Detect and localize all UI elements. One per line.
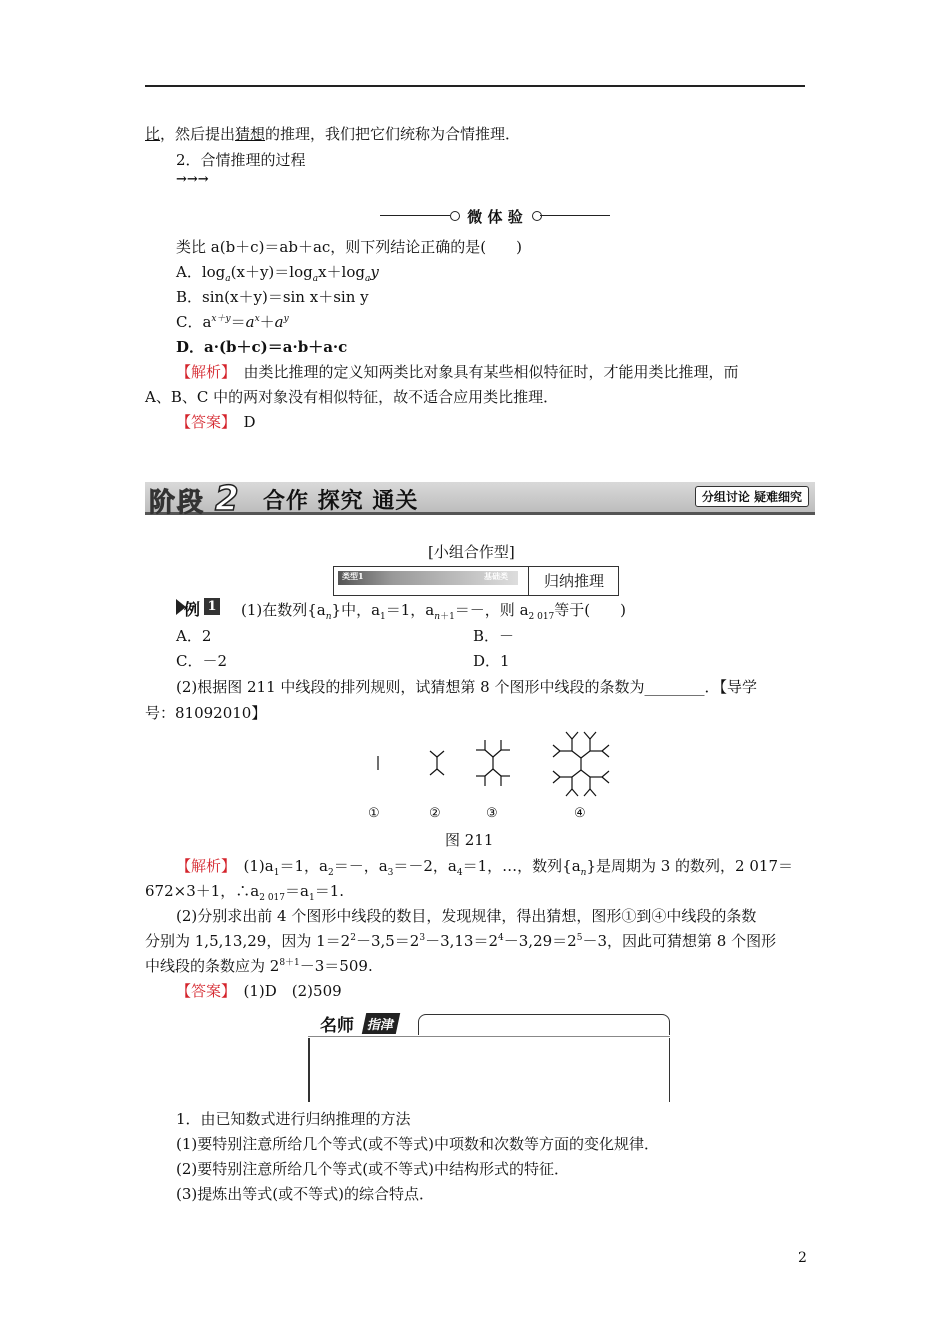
text: －3＝509.: [299, 957, 373, 975]
text: －3,5＝2: [355, 932, 420, 950]
option-b: B．sin(x＋y)＝sin x＋sin y: [176, 288, 369, 306]
example-q1: (1)在数列$\{a_n\}$中，$a_1=1$，$a_{n+1}=-$，则 $a_{2 017}$等于( ): [226, 601, 626, 622]
answer-line: [176, 411, 256, 432]
method-1: 1．由已知数式进行归纳推理的方法: [176, 1110, 411, 1128]
text: D: [228, 413, 256, 431]
text: 分别为 1,5,13,29，因为 1＝2: [145, 932, 351, 950]
tips-divider: [308, 1036, 670, 1037]
subscript: 2 017: [528, 612, 555, 622]
method-3: (2)要特别注意所给几个等式(或不等式)中结构形式的特征．: [176, 1160, 569, 1178]
text: ＝－，a: [333, 857, 388, 875]
underlined-text: 比: [145, 125, 161, 143]
example-number: 1: [204, 598, 220, 615]
solution-line-5: [145, 955, 373, 976]
solution-line-1: 【解析】 $(1)a_1=1$，$a_2=-$，$a_3=-2$，$a_4=1$，…，数列$\{a_n\}$是周期为 3 的数列，2 017＝: [176, 857, 794, 878]
text: 的推理，我们把它们统称为合情推理．: [265, 125, 521, 143]
example-q2-line-1: (2)根据图 211 中线段的排列规则，试猜想第 8 个图形中线段的条数为________．【导学: [176, 678, 757, 696]
analysis-tag: 【解析】: [176, 857, 229, 875]
text: ＝1.: [314, 882, 344, 900]
method-4: (3)提炼出等式(或不等式)的综合特点．: [176, 1185, 434, 1203]
page-number: 2: [798, 1250, 807, 1266]
text: A．log: [176, 263, 226, 281]
tips-frame-top: [418, 1014, 670, 1035]
solution-line-2: 672×3＋1，$\therefore a_{2 017}=a_1=1$.: [145, 882, 344, 903]
example-option-d: D．1: [473, 652, 510, 670]
text: 等于( ): [554, 601, 626, 619]
solution-line-3: (2)分别求出前 4 个图形中线段的数目，发现规律，得出猜想，图形①到④中线段的条数: [176, 907, 757, 925]
text: ＝1，…，数列{a: [462, 857, 581, 875]
weitiyan-header: [380, 206, 610, 226]
text: ＝－2，a: [393, 857, 457, 875]
circle-icon: [532, 211, 542, 221]
option-d: D．a·(b＋c)＝a·b＋a·c: [176, 338, 348, 356]
text: 672×3＋1，∴a: [145, 882, 260, 900]
tips-frame-right: [669, 1038, 671, 1102]
text: (x＋y)＝log: [230, 263, 313, 281]
text: }中，a: [331, 601, 381, 619]
text: ，然后提出: [160, 125, 236, 143]
text: (1)a: [228, 857, 274, 875]
divider: [380, 215, 450, 216]
stage-banner: [145, 479, 815, 519]
tips-box: [308, 1010, 676, 1102]
tips-subtitle: 指津: [362, 1013, 400, 1034]
fig-label-4: ④: [574, 806, 586, 821]
subscript: 2 017: [259, 893, 285, 903]
fig-label-2: ②: [429, 806, 441, 821]
question-stem: 类比 a(b＋c)＝ab＋ac，则下列结论正确的是( ): [176, 238, 523, 256]
stage-number: 2: [215, 479, 239, 519]
type-category: 基础类: [484, 571, 508, 581]
text: y: [370, 263, 379, 281]
intro-line-1: [145, 123, 520, 144]
stage-tag: 分组讨论 疑难细究: [695, 486, 809, 507]
example-option-c: C．－2: [176, 652, 228, 670]
text: －3，因此可猜想第 8 个图形: [582, 932, 777, 950]
text: x＋log: [318, 263, 365, 281]
figure-caption: 图 211: [445, 831, 494, 849]
solution-line-4: 分别为 1,5,13,29，因为 $1=2^2-3,5=2^3-3,13=2^4-3,29=2^5-3$，因此可猜想第 8 个图形: [145, 932, 777, 950]
answer-tag: 【答案】: [176, 982, 229, 1000]
text: 由类比推理的定义知两类比对象具有某些相似特征时，才能用类比推理，而: [228, 363, 739, 381]
text: －3,29＝2: [503, 932, 577, 950]
tips-frame-left: [308, 1038, 310, 1102]
answer-tag: 【答案】: [176, 413, 229, 431]
text: ＝－，则 a: [454, 601, 529, 619]
example-badge: [176, 597, 226, 617]
stage-label: 阶段: [149, 488, 206, 518]
stage-title: 合作 探究 通关: [263, 489, 419, 514]
group-label: [小组合作型]: [428, 543, 515, 561]
analysis-tag: 【解析】: [176, 363, 229, 381]
text: C．a: [176, 313, 212, 331]
example-q2-line-2: 号：81092010】: [145, 704, 267, 722]
header-rule: [145, 85, 805, 87]
type-number: 类型1: [342, 571, 364, 581]
divider: [540, 215, 610, 216]
analysis-line-1: [176, 361, 739, 382]
example-label: 例: [184, 600, 201, 619]
analysis-line-2: A、B、C 中的两对象没有相似特征，故不适合应用类比推理．: [145, 388, 559, 406]
example-option-b: B．－: [473, 627, 515, 645]
text: (1)在数列{a: [226, 601, 326, 619]
tips-header: [320, 1010, 420, 1034]
text: －3,13＝2: [425, 932, 499, 950]
option-a: A．$\log_a(x+y)=\log_ax+\log_ay$: [176, 263, 379, 284]
superscript: 8＋1: [279, 958, 300, 968]
section-label: 微 体 验: [467, 208, 523, 226]
option-c: C．$a^{x+y}=a^x+a^y$: [176, 313, 289, 331]
text: ＝1，a: [279, 857, 328, 875]
text: ＝1，a: [385, 601, 435, 619]
answer-line-2: [176, 980, 342, 1001]
method-2: (1)要特别注意所给几个等式(或不等式)中项数和次数等方面的变化规律．: [176, 1135, 659, 1153]
circle-icon: [450, 211, 460, 221]
tips-title: 名师: [320, 1016, 354, 1036]
fig-label-3: ③: [486, 806, 498, 821]
example-option-a: A．2: [176, 627, 212, 645]
process-arrows: →→→: [176, 172, 209, 187]
text: ＝a: [285, 882, 309, 900]
type-box: [333, 566, 619, 596]
underlined-text: 猜想: [235, 125, 266, 143]
text: 中线段的条数应为 2: [145, 957, 280, 975]
type-name: 归纳推理: [528, 567, 619, 595]
fig-label-1: ①: [368, 806, 380, 821]
text: }是周期为 3 的数列，2 017＝: [586, 857, 794, 875]
intro-line-2: 2．合情推理的过程: [176, 151, 306, 169]
text: (1)D (2)509: [228, 982, 342, 1000]
